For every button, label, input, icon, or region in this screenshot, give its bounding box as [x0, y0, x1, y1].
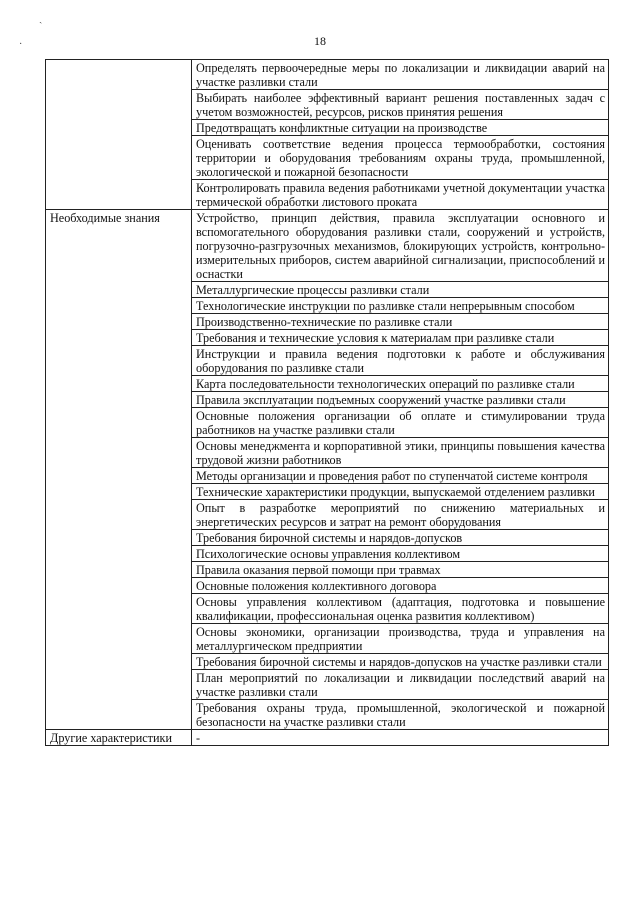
requirement-item: Требования бирочной системы и нарядов-допусков — [192, 530, 609, 546]
requirement-item: Требования охраны труда, промышленной, экологической и пожарной безопасности на участке разливки стали — [192, 700, 609, 730]
requirement-item: Производственно-технические по разливке стали — [192, 314, 609, 330]
section-label — [46, 60, 192, 210]
requirement-item: Инструкции и правила ведения подготовки к работе и обслуживания оборудования по разливке стали — [192, 346, 609, 376]
requirement-item: Основы менеджмента и корпоративной этики, принципы повышения качества трудовой жизни работников — [192, 438, 609, 468]
requirement-item: Технологические инструкции по разливке стали непрерывным способом — [192, 298, 609, 314]
requirement-item: Основные положения организации об оплате и стимулировании труда работников на участке разливки стали — [192, 408, 609, 438]
scan-mark: ˏ — [39, 13, 43, 24]
requirement-item: Контролировать правила ведения работниками учетной документации участка термической обработки листового проката — [192, 180, 609, 210]
requirement-item: Определять первоочередные меры по локализации и ликвидации аварий на участке разливки стали — [192, 60, 609, 90]
scan-mark: · — [19, 39, 23, 50]
requirement-item: Правила эксплуатации подъемных сооружений участке разливки стали — [192, 392, 609, 408]
requirement-item: Выбирать наиболее эффективный вариант решения поставленных задач с учетом возможностей, ресурсов, рисков принятия решения — [192, 90, 609, 120]
requirement-item: Правила оказания первой помощи при травмах — [192, 562, 609, 578]
section-label: Другие характеристики — [46, 730, 192, 746]
requirement-item: Устройство, принцип действия, правила эксплуатации основного и вспомогательного оборудования разливки стали, сооружений и устройств, погрузочно-разгрузочных механизмов, блокирующих устройств, контрольно-измерительных приборов, систем аварийной сигнализации, приспособлений и оснастки — [192, 210, 609, 282]
requirement-item: Методы организации и проведения работ по ступенчатой системе контроля — [192, 468, 609, 484]
requirement-item: Оценивать соответствие ведения процесса термообработки, состояния территории и оборудования требованиям охраны труда, промышленной, экологической и пожарной безопасности — [192, 136, 609, 180]
requirement-item: Технические характеристики продукции, выпускаемой отделением разливки — [192, 484, 609, 500]
requirement-item: Основные положения коллективного договора — [192, 578, 609, 594]
requirement-item: Опыт в разработке мероприятий по снижению материальных и энергетических ресурсов и затрат на ремонт оборудования — [192, 500, 609, 530]
page-number: 18 — [314, 34, 326, 48]
requirement-item: Основы экономики, организации производства, труда и управления на металлургическом предприятии — [192, 624, 609, 654]
section-label: Необходимые знания — [46, 210, 192, 730]
table-row — [46, 60, 609, 90]
requirement-item: Требования бирочной системы и нарядов-допусков на участке разливки стали — [192, 654, 609, 670]
requirement-item: Металлургические процессы разливки стали — [192, 282, 609, 298]
table-row — [46, 210, 609, 282]
requirements-table-body — [46, 60, 609, 746]
requirements-table — [45, 59, 609, 746]
requirement-item: Психологические основы управления коллективом — [192, 546, 609, 562]
requirement-item: Предотвращать конфликтные ситуации на производстве — [192, 120, 609, 136]
requirement-item: Карта последовательности технологических операций по разливке стали — [192, 376, 609, 392]
requirement-item: Основы управления коллективом (адаптация, подготовка и повышение квалификации, профессиональная оценка развития коллективом) — [192, 594, 609, 624]
requirement-item: Требования и технические условия к материалам при разливке стали — [192, 330, 609, 346]
table-row — [46, 730, 609, 746]
requirement-item: - — [192, 730, 609, 746]
requirement-item: План мероприятий по локализации и ликвидации последствий аварий на участке разливки стали — [192, 670, 609, 700]
